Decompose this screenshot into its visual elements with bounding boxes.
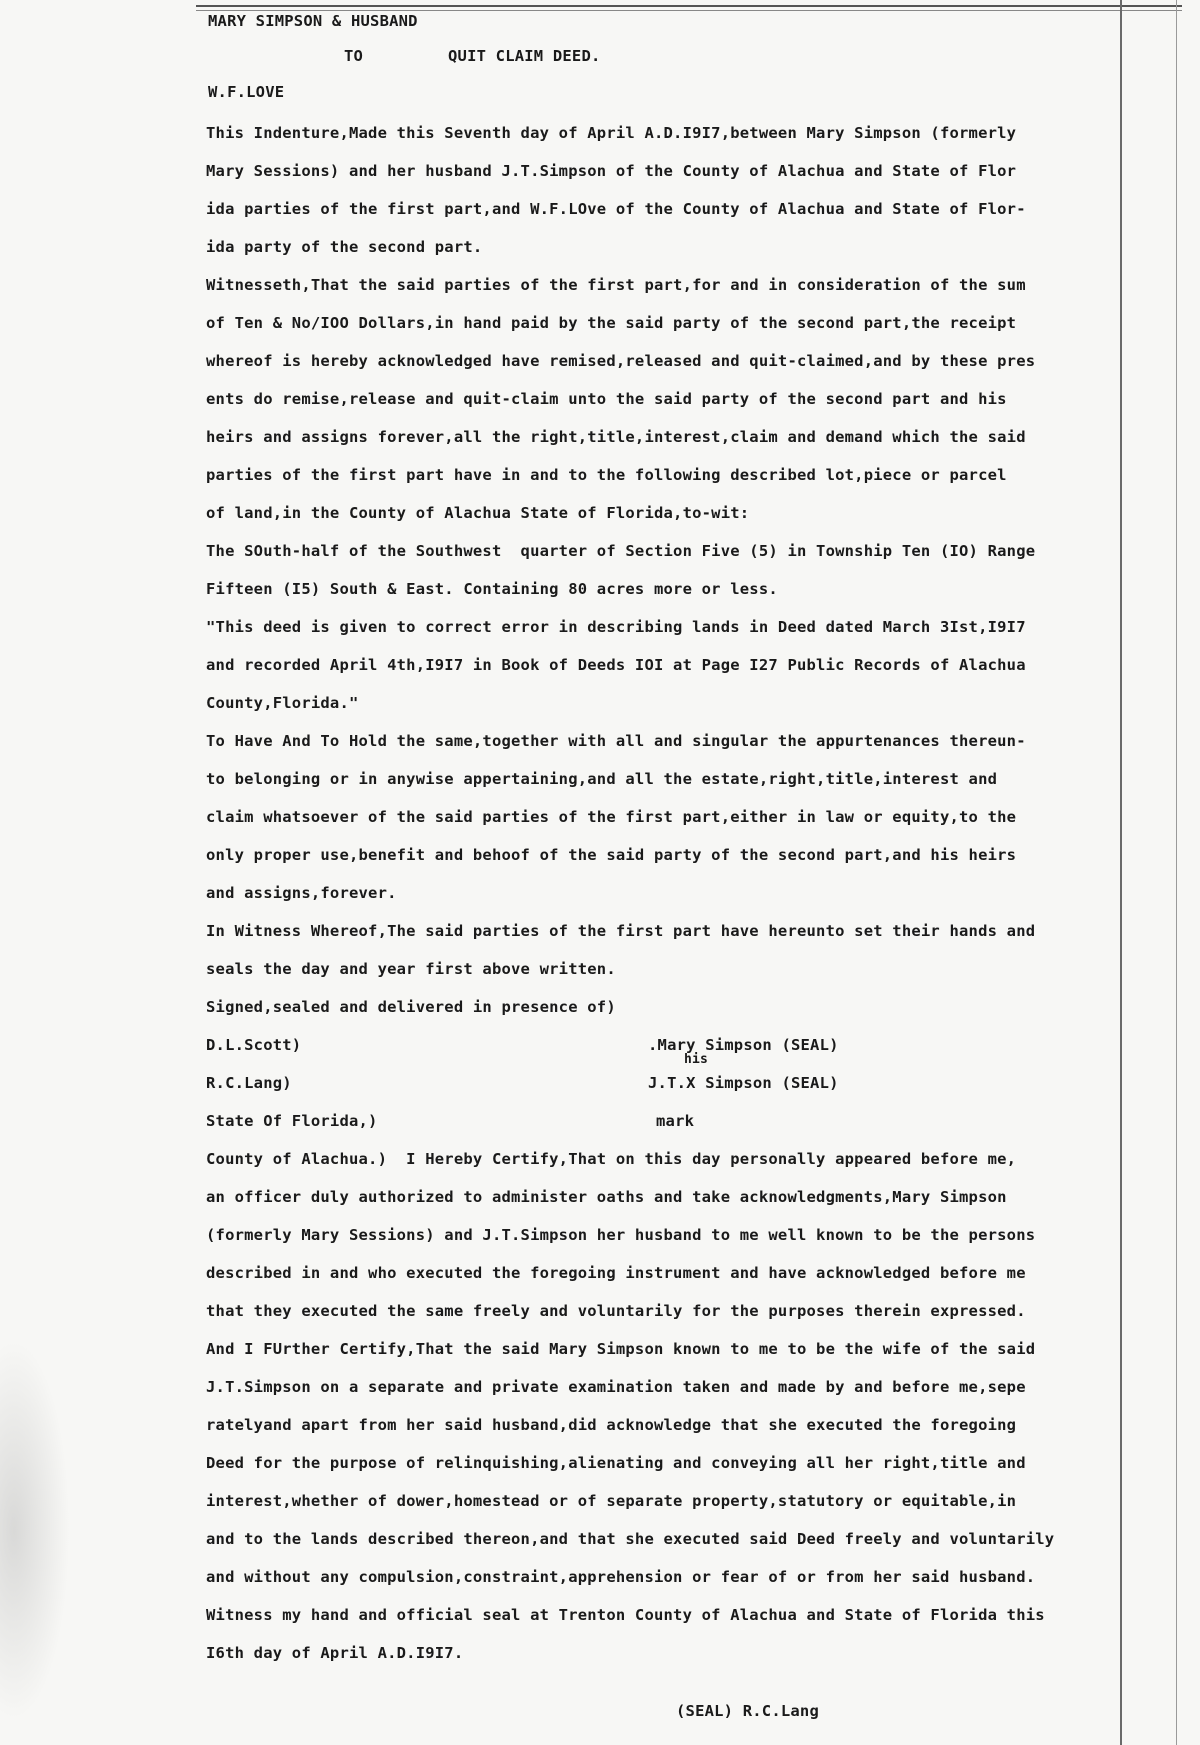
body-line: This Indenture,Made this Seventh day of April A.D.I9I7,between Mary Simpson (formerly: [206, 124, 1017, 142]
scan-smudge: [0, 1340, 70, 1720]
body-line: Witnesseth,That the said parties of the first part,for and in consideration of the sum: [206, 276, 1026, 294]
body-line: Signed,sealed and delivered in presence of): [206, 998, 616, 1016]
body-line: claim whatsoever of the said parties of the first part,either in law or equity,to the: [206, 808, 1017, 826]
header-grantee: W.F.LOVE: [208, 83, 285, 101]
grantor-signature: J.T.X Simpson (SEAL): [648, 1074, 839, 1092]
ack-line: J.T.Simpson on a separate and private examination taken and made by and before me,sepe: [206, 1378, 1026, 1396]
page-edge-line: [1176, 0, 1177, 1745]
top-border-line-thin: [196, 10, 1182, 11]
ack-line: County of Alachua.) I Hereby Certify,That on this day personally appeared before me,: [206, 1150, 1017, 1168]
ack-line: Deed for the purpose of relinquishing,alienating and conveying all her right,title and: [206, 1454, 1026, 1472]
body-line: and recorded April 4th,I9I7 in Book of Deeds IOI at Page I27 Public Records of Alachua: [206, 656, 1026, 674]
ack-line: an officer duly authorized to administer oaths and take acknowledgments,Mary Simpson: [206, 1188, 1007, 1206]
header-grantor: MARY SIMPSON & HUSBAND: [208, 12, 418, 30]
grantor-signature: .Mary Simpson (SEAL): [648, 1036, 839, 1054]
ack-line: I6th day of April A.D.I9I7.: [206, 1644, 464, 1662]
body-line: Fifteen (I5) South & East. Containing 80 acres more or less.: [206, 580, 778, 598]
ack-line: described in and who executed the foregoing instrument and have acknowledged before me: [206, 1264, 1026, 1282]
top-border-line: [196, 5, 1182, 7]
state-venue: State Of Florida,): [206, 1112, 378, 1130]
body-line: of land,in the County of Alachua State of Florida,to-wit:: [206, 504, 750, 522]
header-to: TO: [344, 47, 364, 65]
body-line: ida parties of the first part,and W.F.LOve of the County of Alachua and State of Flor-: [206, 200, 1026, 218]
body-line: ida party of the second part.: [206, 238, 483, 256]
right-margin-line: [1120, 0, 1122, 1745]
body-line: In Witness Whereof,The said parties of the first part have hereunto set their hands and: [206, 922, 1036, 940]
ack-line: interest,whether of dower,homestead or of separate property,statutory or equitable,in: [206, 1492, 1017, 1510]
body-line: Mary Sessions) and her husband J.T.Simpson of the County of Alachua and State of Flor: [206, 162, 1017, 180]
body-line: "This deed is given to correct error in describing lands in Deed dated March 3Ist,I9I7: [206, 618, 1026, 636]
his-mark-label: his: [684, 1052, 709, 1067]
body-line: to belonging or in anywise appertaining,and all the estate,right,title,interest and: [206, 770, 998, 788]
witness-signature: R.C.Lang): [206, 1074, 292, 1092]
body-line: only proper use,benefit and behoof of the said party of the second part,and his heirs: [206, 846, 1017, 864]
ack-line: And I FUrther Certify,That the said Mary Simpson known to me to be the wife of the said: [206, 1340, 1036, 1358]
ack-line: and without any compulsion,constraint,apprehension or fear of or from her said husband.: [206, 1568, 1036, 1586]
ack-line: that they executed the same freely and voluntarily for the purposes therein expressed.: [206, 1302, 1026, 1320]
notary-signature: (SEAL) R.C.Lang: [676, 1702, 819, 1720]
body-line: ents do remise,release and quit-claim unto the said party of the second part and his: [206, 390, 1007, 408]
ack-line: Witness my hand and official seal at Trenton County of Alachua and State of Florida this: [206, 1606, 1045, 1624]
mark-label: mark: [656, 1112, 695, 1130]
body-line: County,Florida.": [206, 694, 359, 712]
header-deed-type: QUIT CLAIM DEED.: [448, 47, 601, 65]
body-line: and assigns,forever.: [206, 884, 397, 902]
body-line: The SOuth-half of the Southwest quarter of Section Five (5) in Township Ten (IO) Range: [206, 542, 1036, 560]
body-line: To Have And To Hold the same,together with all and singular the appurtenances thereun-: [206, 732, 1026, 750]
witness-signature: D.L.Scott): [206, 1036, 302, 1054]
ack-line: and to the lands described thereon,and that she executed said Deed freely and voluntarily: [206, 1530, 1055, 1548]
body-line: seals the day and year first above written.: [206, 960, 616, 978]
body-line: parties of the first part have in and to the following described lot,piece or parcel: [206, 466, 1007, 484]
ack-line: (formerly Mary Sessions) and J.T.Simpson her husband to me well known to be the persons: [206, 1226, 1036, 1244]
body-line: heirs and assigns forever,all the right,title,interest,claim and demand which the said: [206, 428, 1026, 446]
body-line: of Ten & No/IOO Dollars,in hand paid by the said party of the second part,the receipt: [206, 314, 1017, 332]
ack-line: ratelyand apart from her said husband,did acknowledge that she executed the foregoing: [206, 1416, 1017, 1434]
body-line: whereof is hereby acknowledged have remised,released and quit-claimed,and by these pres: [206, 352, 1036, 370]
